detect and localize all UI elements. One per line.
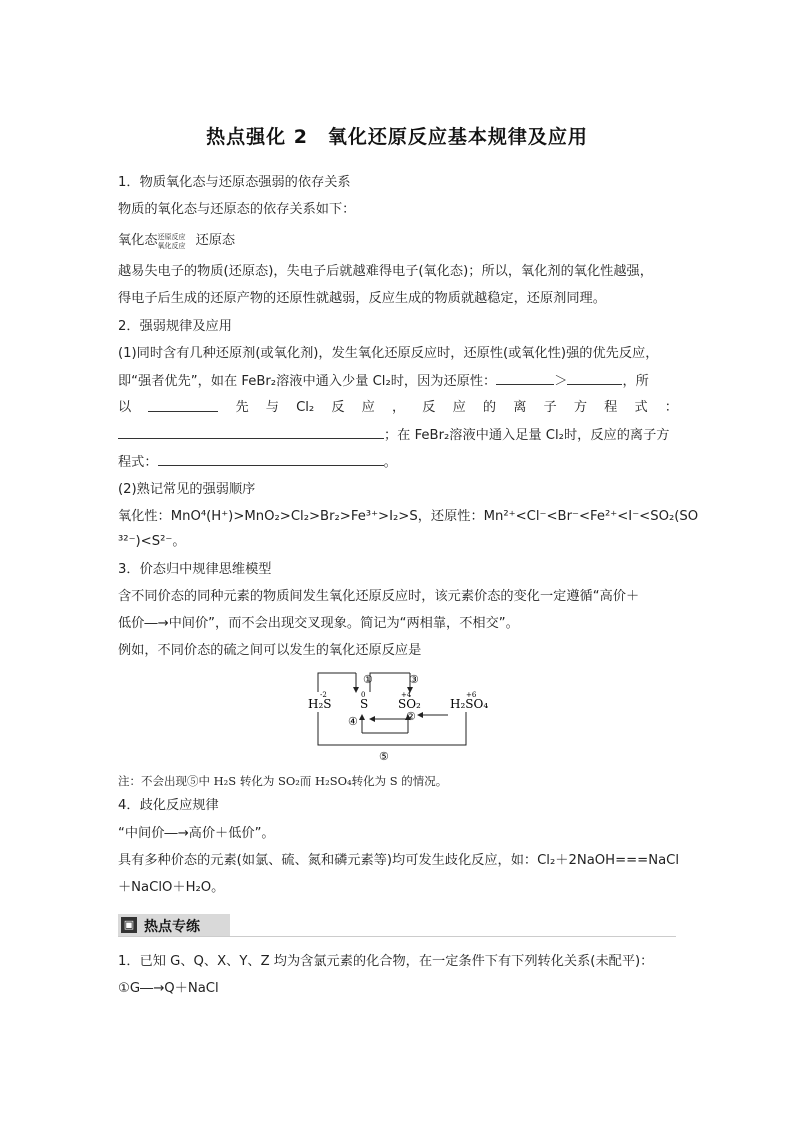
word: 反 [422, 400, 436, 415]
strength-order-line-2: ³²⁻)<S²⁻。 [118, 534, 186, 549]
word: ： [664, 400, 678, 415]
section-3-heading: 3．价态归中规律思维模型 [118, 562, 272, 577]
page-title: 热点强化 2 氧化还原反应基本规律及应用 [206, 126, 588, 148]
section-3-para-3: 例如，不同价态的硫之间可以发生的氧化还原反应是 [118, 643, 422, 658]
redox-relation-line [118, 232, 678, 250]
section-2-para-3 [118, 399, 678, 417]
valence-s: 0 [361, 691, 366, 699]
question-1-stem: 1．已知 G、Q、X、Y、Z 均为含氯元素的化合物，在一定条件下有下列转化关系(未配平)： [118, 954, 654, 969]
section-3-para-1: 含不同价态的同种元素的物质间发生氧化还原反应时，该元素价态的变化一定遵循“高价＋ [118, 589, 640, 604]
section-1-para-3: 得电子后生成的还原产物的还原性就越弱，反应生成的物质就越稳定，还原剂同理。 [118, 291, 606, 306]
blank-reducer-1[interactable] [496, 372, 554, 385]
valence-h2s: -2 [320, 691, 327, 699]
word: 方 [573, 400, 588, 415]
word: 离 [513, 400, 527, 415]
section-2-para-2 [118, 372, 678, 391]
section-marker-icon: ▣ [121, 917, 137, 933]
section-2-para-1: (1)同时含有几种还原剂(或氧化剂)，发生氧化还原反应时，还原性(或氧化性)强的优先反应， [118, 346, 659, 361]
practice-banner-label: 热点专练 [144, 919, 200, 935]
reduced-state-label: 还原态 [195, 233, 236, 248]
label-5: ⑤ [379, 750, 389, 763]
para-2-text: 即“强者优先”，如在 FeBr₂溶液中通入少量 Cl₂时，因为还原性： [118, 374, 497, 389]
section-1-para-1: 物质的氧化态与还原态的依存关系如下： [118, 202, 356, 217]
species-so2: SO₂ [398, 697, 421, 711]
practice-banner [118, 914, 230, 936]
section-1-heading: 1．物质氧化态与还原态强弱的依存关系 [118, 175, 351, 190]
para-5-text: 程式： [118, 455, 158, 470]
label-3: ③ [409, 673, 419, 686]
strength-order-line: 氧化性：MnO⁴(H⁺)>MnO₂>Cl₂>Br₂>Fe³⁺>I₂>S，还原性：Mn²⁺<Cl⁻<Br⁻<Fe²⁺<I⁻<SO₂(SO [118, 509, 699, 524]
section-4-para-2: 具有多种价态的元素(如氯、硫、氮和磷元素等)均可发生歧化反应，如：Cl₂＋2NaOH===NaCl [118, 853, 680, 868]
section-2-para-4 [118, 426, 678, 445]
label-2: ② [406, 710, 416, 723]
section-2-sub-2: (2)熟记常见的强弱顺序 [118, 482, 256, 497]
para-4-text: ；在 FeBr₂溶液中通入足量 Cl₂时，反应的离子方 [384, 428, 670, 443]
valence-h2so4: +6 [466, 691, 477, 699]
word: 应 [452, 400, 466, 415]
section-3-para-2: 低价―→中间价”，而不会出现交叉现象。简记为“两相靠，不相交”。 [118, 616, 519, 631]
section-4-para-3: ＋NaClO＋H₂O。 [118, 880, 225, 895]
section-4-heading: 4．歧化反应规律 [118, 798, 219, 813]
blank-ionic-equation-2[interactable] [158, 453, 384, 466]
word: 程 [604, 400, 618, 415]
para-2-tail: ，所 [622, 374, 649, 389]
word: 反 [331, 400, 345, 415]
blank-reducer-2[interactable] [567, 372, 622, 385]
section-2-heading: 2．强弱规律及应用 [118, 319, 232, 334]
question-1-reaction-1: ①G―→Q＋NaCl [118, 981, 219, 996]
word: 应 [361, 400, 375, 415]
species-h2so4: H₂SO₄ [450, 697, 489, 711]
path-h2s-top [318, 673, 356, 692]
oxidized-state-label: 氧化态 [118, 233, 158, 248]
section-4-para-1: “中间价―→高价＋低价”。 [118, 826, 275, 841]
greater-than: ＞ [554, 374, 568, 389]
species-s: S [360, 697, 369, 711]
word: ， [391, 400, 406, 415]
equilibrium-arrows [158, 232, 196, 250]
word: 的 [482, 400, 497, 415]
banner-divider [118, 936, 676, 937]
label-4: ④ [348, 715, 358, 728]
arrow-bottom-label: 氧化反应 [157, 242, 186, 250]
path-s-top [370, 673, 410, 692]
label-1: ① [363, 673, 373, 686]
arrow-top-label: 还原反应 [157, 233, 186, 241]
section-2-para-5 [118, 453, 678, 472]
word: 子 [543, 400, 557, 415]
sulfur-valence-diagram [300, 667, 500, 767]
path-bottom-outer [318, 712, 466, 745]
blank-ionic-equation-1[interactable] [118, 426, 384, 439]
word: 式 [634, 400, 648, 415]
period: 。 [383, 455, 397, 470]
word: 以 [118, 400, 132, 415]
word: 与 [265, 400, 279, 415]
blank-first-reactant[interactable] [148, 399, 218, 412]
section-3-note: 注：不会出现⑤中 H₂S 转化为 SO₂而 H₂SO₄转化为 S 的情况。 [118, 774, 448, 788]
word: Cl₂ [296, 400, 315, 415]
valence-so2: +4 [401, 691, 412, 699]
section-1-para-2: 越易失电子的物质(还原态)，失电子后就越难得电子(氧化态)；所以，氧化剂的氧化性越强， [118, 264, 653, 279]
species-h2s: H₂S [308, 697, 332, 711]
word: 先 [235, 400, 249, 415]
